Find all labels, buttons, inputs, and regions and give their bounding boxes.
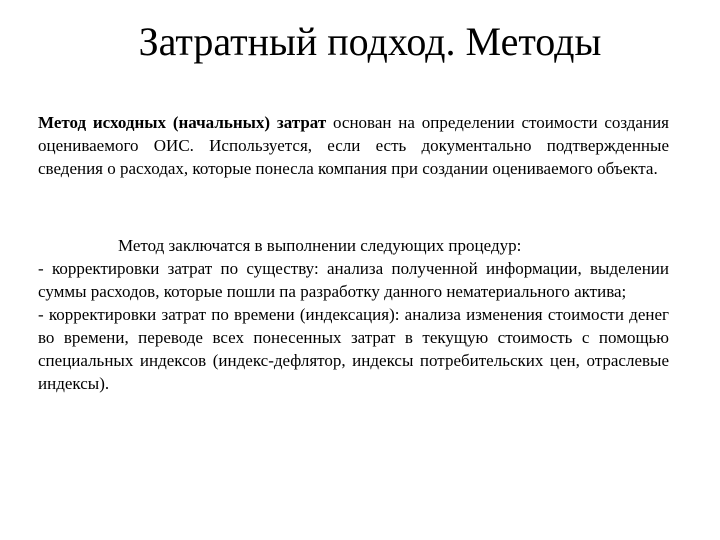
slide-title: Затратный подход. Методы xyxy=(138,19,602,64)
procedure-item-1: - корректировки затрат по существу: анализа полученной информации, выделении суммы расходов, которые пошли па разработку данного нематериального актива; xyxy=(38,259,669,301)
paragraph-procedures xyxy=(38,234,669,395)
paragraph-method-description xyxy=(38,111,669,180)
procedure-item-2: - корректировки затрат по времени (индексация): анализа изменения стоимости денег во времени, переводе всех понесенных затрат в текущую стоимость с помощью специальных индексов (индекс-дефлятор, индексы потребительских цен, отраслевые индексы). xyxy=(38,305,669,393)
method-name: Метод исходных (начальных) затрат xyxy=(38,113,327,132)
method-description: основан на определении стоимости создания оцениваемого ОИС. Используется, если есть документально подтвержденные сведения о расходах, которые понесла компания при создании оцениваемого объекта. xyxy=(38,113,669,178)
procedures-intro: Метод заключатся в выполнении следующих процедур: xyxy=(118,236,522,255)
